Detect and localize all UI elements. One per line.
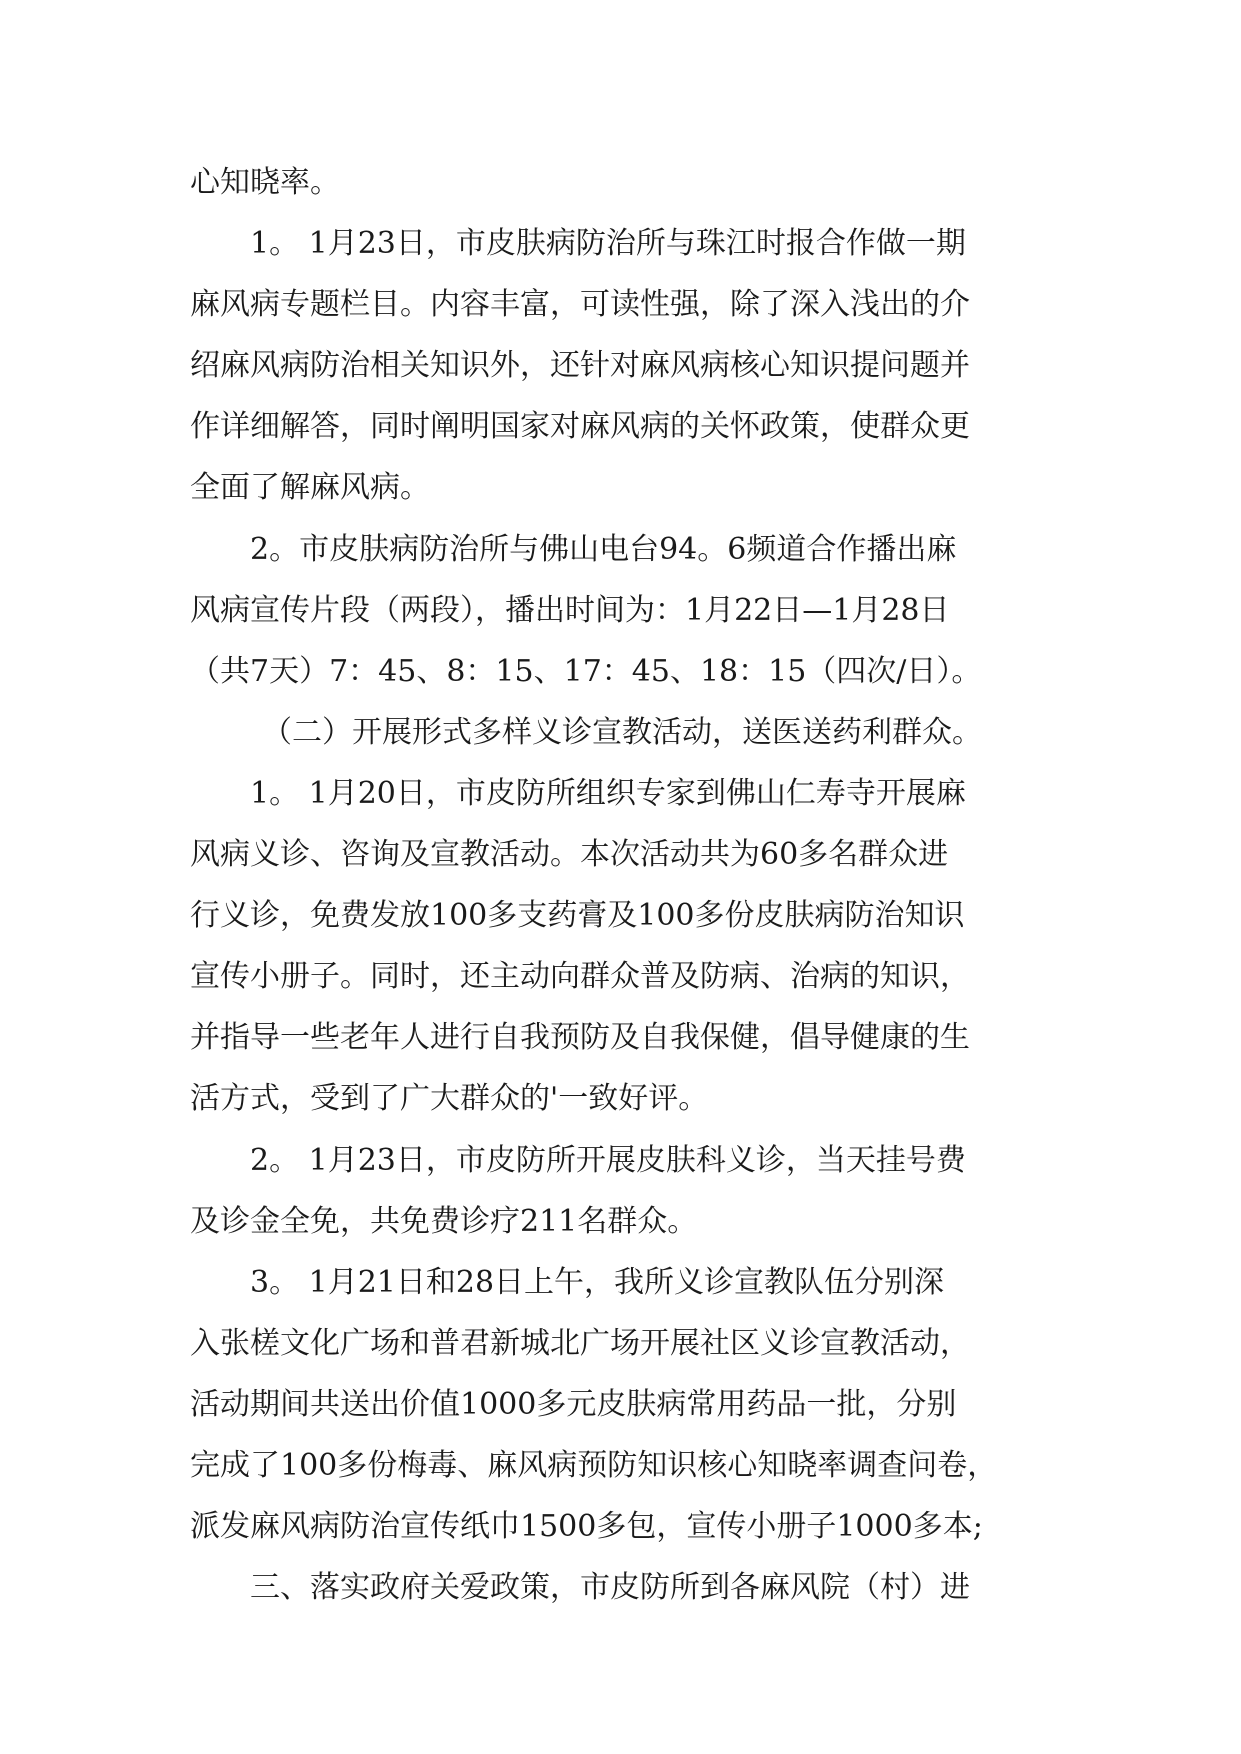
text-line: 活动期间共送出价值1000多元皮肤病常用药品一批，分别 xyxy=(190,1386,957,1422)
text-line: 1。 1月20日，市皮防所组织专家到佛山仁寿寺开展麻 xyxy=(250,775,966,811)
text-line: 入张槎文化广场和普君新城北广场开展社区义诊宣教活动， xyxy=(190,1325,970,1361)
text-line: 并指导一些老年人进行自我预防及自我保健，倡导健康的生 xyxy=(190,1020,970,1056)
text-line: 作详细解答，同时阐明国家对麻风病的关怀政策，使群众更 xyxy=(190,409,970,445)
text-line: 及诊金全免，共免费诊疗211名群众。 xyxy=(190,1203,698,1239)
text-line: 宣传小册子。同时，还主动向群众普及防病、治病的知识， xyxy=(190,959,970,995)
text-line: 全面了解麻风病。 xyxy=(190,470,430,506)
section-heading: （二）开展形式多样义诊宣教活动，送医送药利群众。 xyxy=(262,714,982,750)
text-line: 2。市皮肤病防治所与佛山电台94。6频道合作播出麻 xyxy=(250,531,957,567)
text-line: 2。 1月23日，市皮防所开展皮肤科义诊，当天挂号费 xyxy=(250,1142,966,1178)
text-line: 行义诊，免费发放100多支药膏及100多份皮肤病防治知识 xyxy=(190,898,965,934)
text-line: 麻风病专题栏目。内容丰富，可读性强，除了深入浅出的介 xyxy=(190,287,970,323)
text-line: 派发麻风病防治宣传纸巾1500多包，宣传小册子1000多本; xyxy=(190,1509,983,1545)
text-line: 绍麻风病防治相关知识外，还针对麻风病核心知识提问题并 xyxy=(190,348,970,384)
text-line: 心知晓率。 xyxy=(190,165,340,200)
text-line: （共7天）7：45、8：15、17：45、18：15（四次/日）。 xyxy=(190,653,982,689)
document-body xyxy=(190,152,1070,1618)
section-heading: 三、落实政府关爱政策，市皮防所到各麻风院（村）进 xyxy=(250,1570,970,1606)
text-line: 活方式，受到了广大群众的'一致好评。 xyxy=(190,1081,709,1117)
text-line: 风病义诊、咨询及宣教活动。本次活动共为60多名群众进 xyxy=(190,837,949,873)
text-line: 完成了100多份梅毒、麻风病预防知识核心知晓率调查问卷， xyxy=(190,1447,998,1483)
text-line: 3。 1月21日和28日上午，我所义诊宣教队伍分别深 xyxy=(250,1264,945,1300)
text-line: 风病宣传片段（两段），播出时间为：1月22日—1月28日 xyxy=(190,592,950,628)
text-line: 1。 1月23日，市皮肤病防治所与珠江时报合作做一期 xyxy=(250,226,966,262)
